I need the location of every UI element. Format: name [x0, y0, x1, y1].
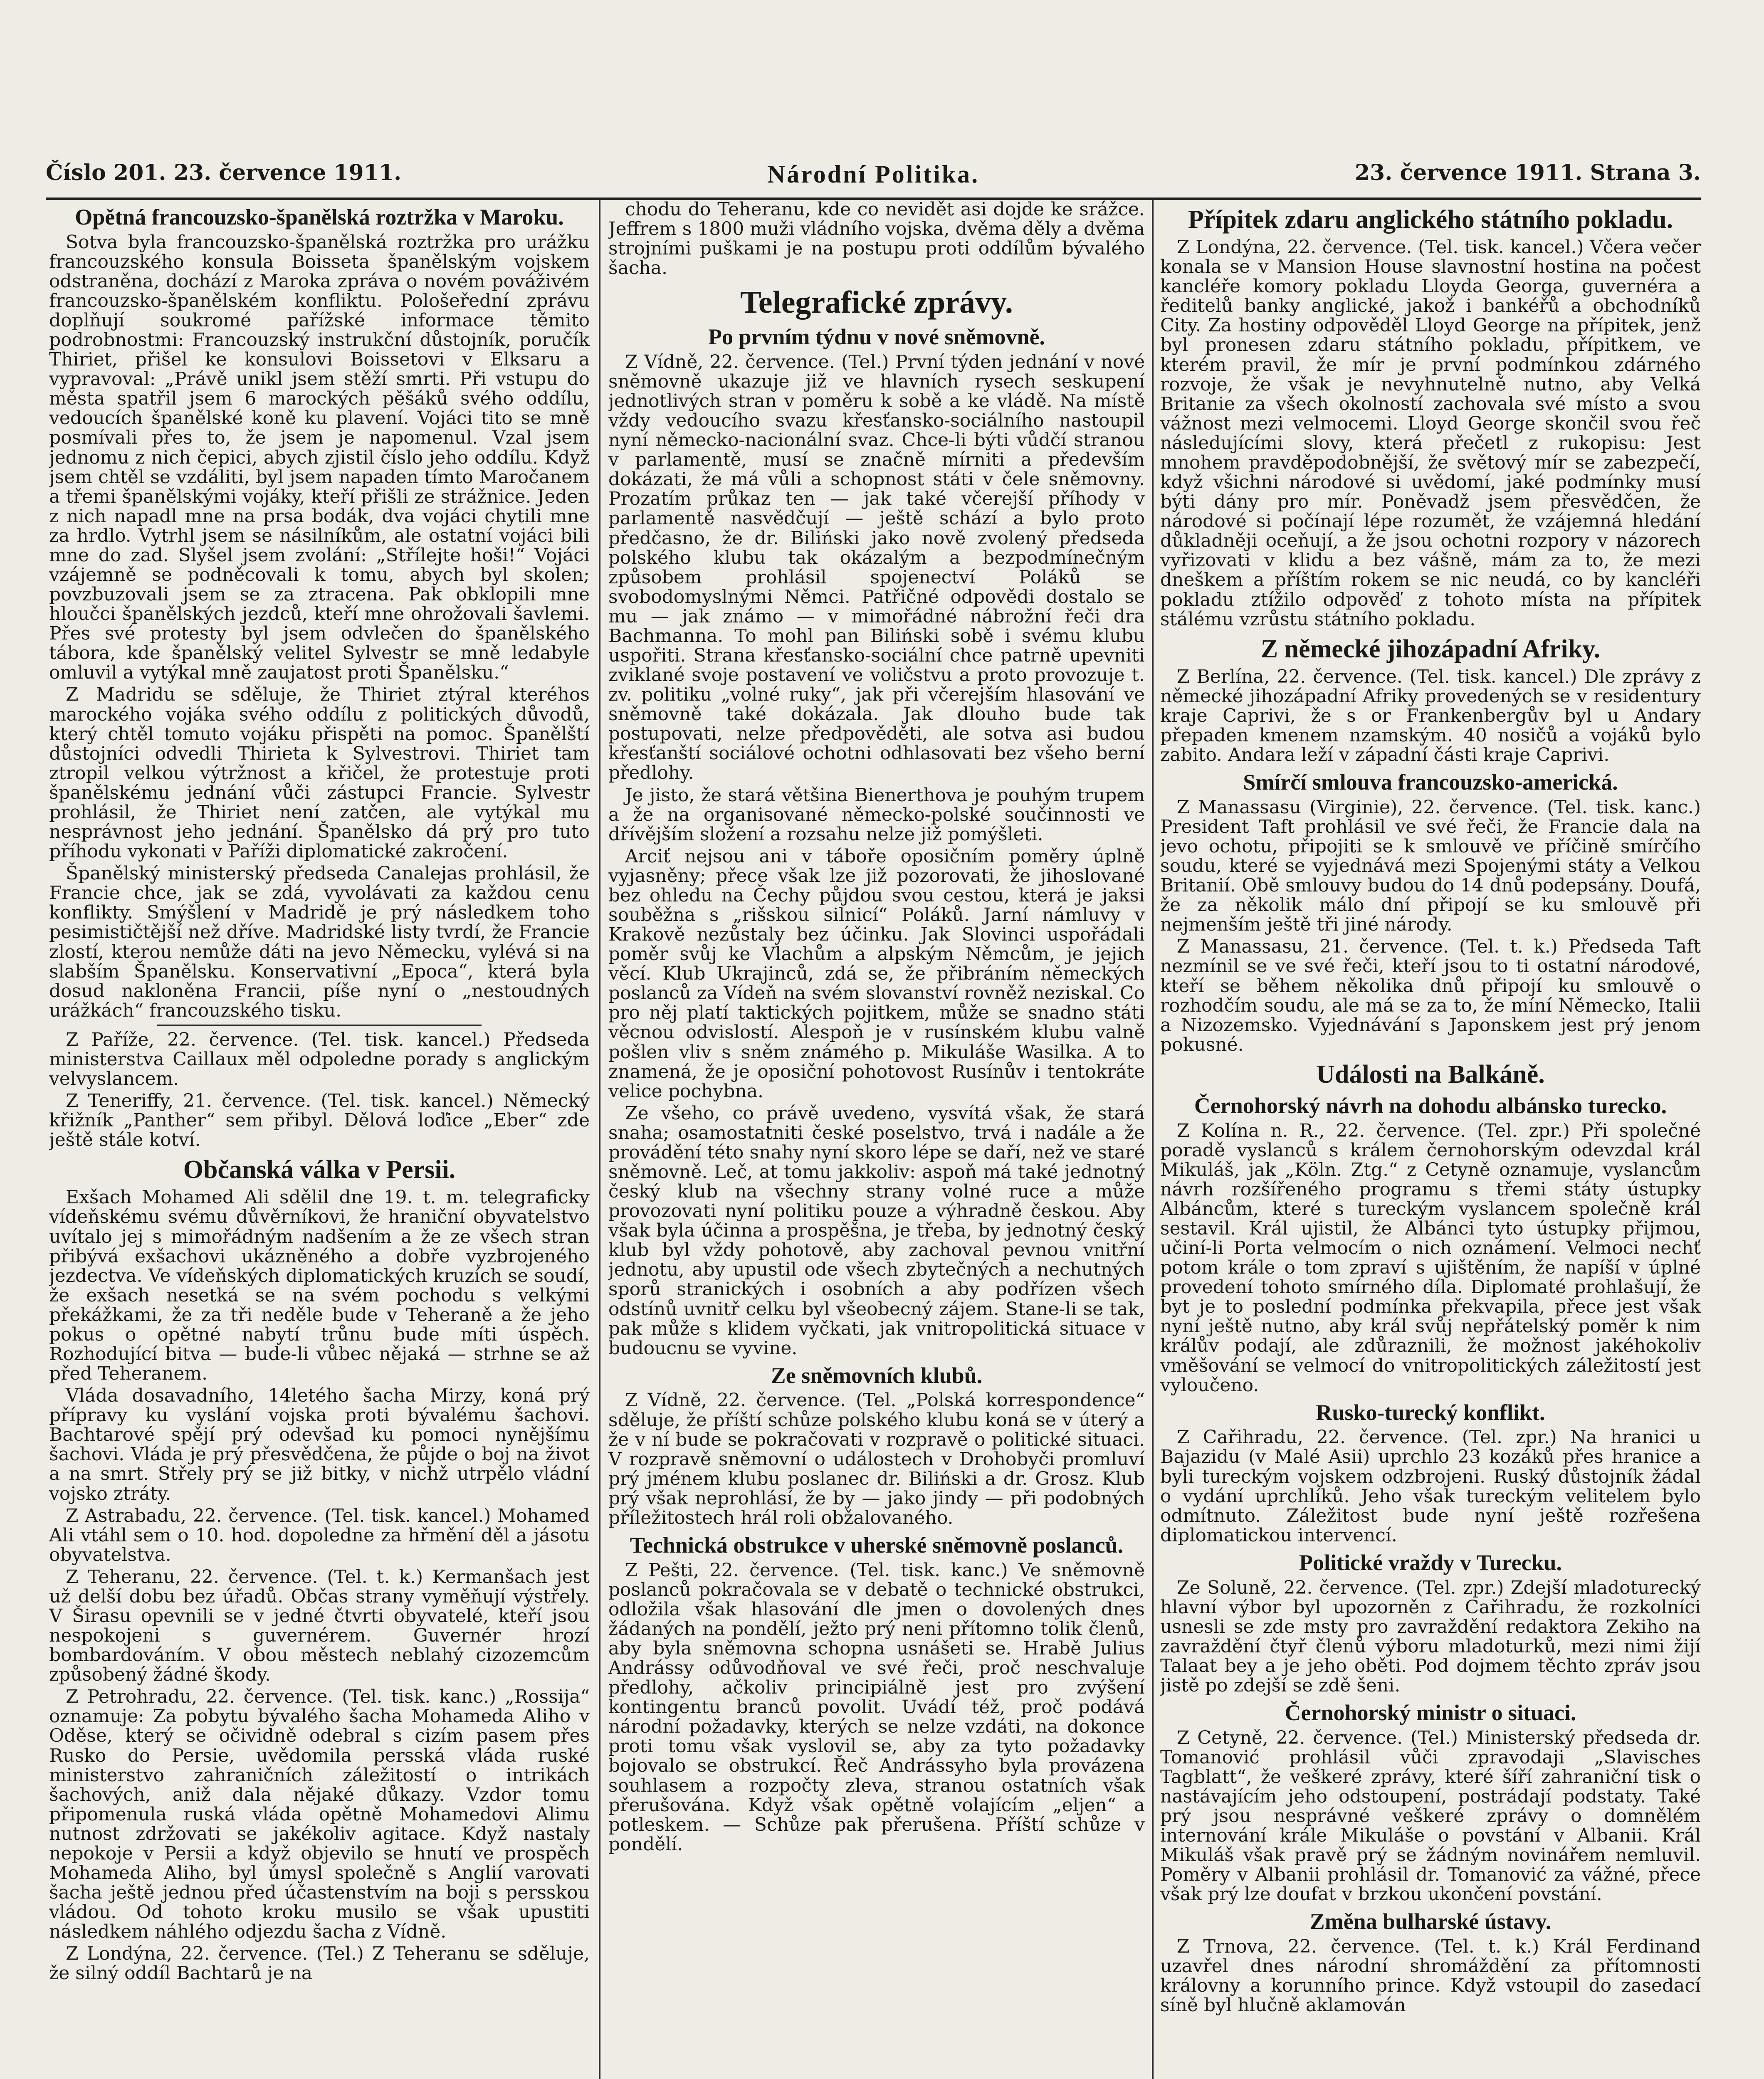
column-2 — [608, 200, 1145, 2079]
article-paragraph: Ze Soluně, 22. července. (Tel. zpr.) Zdejší mladoturecký hlavní výbor byl upozorněn z Cařihradu, že rozkolníci usnesli se zde msty pro zavraždění redaktora Zekiho na zavraždění čtyř členů výboru mladoturků, mezi nimi žijí Talaat bey a je jeho oběti. Pod dojmem těchto zpráv jsou jistě po zdejší se zdě šeni. — [1160, 1577, 1701, 1696]
date-page-number: 23. července 1911. Strana 3. — [1354, 160, 1701, 185]
divider — [157, 1025, 482, 1026]
article-headline: Občanská válka v Persii. — [183, 1156, 456, 1184]
article-paragraph: Z Manassasu (Virginie), 22. července. (Tel. tisk. kanc.) President Taft prohlásil ve své řeči, že Francie dala na jevo ochotu, připojiti se k smlouvě ve příčině smírčího soudu, které se vyjednává mezi Spojenými státy a Velkou Britanií. Obě smlouvy budou do 14 dnů podepsány. Doufá, že za několik málo dní připojí se ku smlouvě při nejmenším ještě tři jiné národy. — [1160, 796, 1701, 936]
issue-number: Číslo 201. 23. července 1911. — [46, 160, 402, 185]
article-paragraph: Z Teneriffy, 21. července. (Tel. tisk. kancel.) Německý křižník „Panther“ sem přibyl. Dělová loďice „Eber“ zde ještě stále kotví. — [49, 1090, 590, 1151]
article-headline: Politické vraždy v Turecku. — [1299, 1550, 1562, 1575]
article-paragraph: Z Paříže, 22. července. (Tel. tisk. kancel.) Předseda ministerstva Caillaux měl odpoledne porady s anglickým velvyslancem. — [49, 1029, 590, 1089]
article-paragraph: Španělský ministerský předseda Canalejas prohlásil, že Francie chce, jak se zdá, vyvolávati za každou cenu konflikty. Smýšlení v Madridě je prý následkem toho pesimističtější než dříve. Madridské listy tvrdí, že Francie zlostí, kterou nemůže dáti na jevo Německu, vylévá si na slabším Španělsku. Konservativní „Epoca“, která byla dosud nakloněna Francii, píše nyní o „nestoudných urážkách“ francouzského tisku. — [49, 863, 590, 1021]
article-paragraph: Vláda dosavadního, 14letého šacha Mirzy, koná prý přípravy ku vyslání vojska proti bývalému šachovi. Bachtarové spějí prý odevšad ku pomoci nynějšímu šachovi. Vláda je prý přesvědčena, že půjde o boj na život a na smrt. Střely prý se již bitky, v nichž utrpělo vládní vojsko ztráty. — [49, 1385, 590, 1504]
article-paragraph: Z Trnova, 22. července. (Tel. t. k.) Král Ferdinand uzavřel dnes národní shromáždění za přítomnosti královny a korunního prince. Když vstoupil do zasedací síně byl hlučně aklamován — [1160, 1936, 1701, 2016]
article-headline: Přípitek zdaru anglického státního pokladu. — [1188, 205, 1673, 234]
article-paragraph: Sotva byla francouzsko-španělská roztržka pro urážku francouzského konsula Boisseta španělským vojskem odstraněna, dochází z Maroka zpráva o novém pováživém francouzsko-španělském konfliktu. Pološeřední zprávu doplňují soukromé pařížské informace těmito podrobnostmi: Francouzský instrukční důstojník, poručík Thiriet, přišel ke konsulovi Boissetovi v Elksaru a vypravoval: „Právě unikl jsem stěží smrti. Při vstupu do města spatřil jsem 6 marockých pěšáků svého oddílu, vedoucích španělské koně ku plavení. Vojáci tito se mně posmívali přes to, že jsem je napomenul. Vzal jsem jednomu z nich čepici, abych zjistil číslo jeho oddílu. Když jsem chtěl se vzdáliti, byl jsem napaden tímto Maročanem a třemi španělskými vojáky, kteří přišli ze strážnice. Jeden z nich napadl mne na prsa bodák, dva vojáci chytili mne za hrdlo. Vytrhl jsem se násilníkům, ale ostatní vojáci bili mne do zad. Slyšel jsem zvolání: „Střílejte hoši!“ Vojáci vzájemně se podněcovali k tomu, abych byl skolen; povzbuzovali jsem se za ztracena. Pak obklopili mne hloučci španělských jezdců, kteří mne ohrožovali šavlemi. Přes své protesty byl jsem odvlečen do španělského tábora, kde španělský velitel Sylvestr se mně ledabyle omluvil a vytýkal mně zaujatost proti Španělsku.“ — [49, 231, 590, 684]
column-1 — [49, 200, 590, 2079]
article-headline: Černohorský ministr o situaci. — [1285, 1700, 1576, 1726]
article-headline: Ze sněmovních klubů. — [771, 1363, 983, 1388]
newspaper-title: Národní Politika. — [767, 160, 980, 188]
article-paragraph: chodu do Teheranu, kde co nevidět asi dojde ke srážce. Jeffrem s 1800 muži vládního vojska, dvěma děly a dvěma strojními puškami je na postupu proti oddílům bývalého šacha. — [608, 200, 1145, 279]
section-headline: Události na Balkáně. — [1316, 1060, 1545, 1089]
article-paragraph: Je jisto, že stará většina Bienerthova je pouhým trupem a že na organisované německo-polské součinnosti ve dřívějším složení a rozsahu nelze již pomýšleti. — [608, 784, 1145, 845]
section-headline: Telegrafické zprávy. — [740, 285, 1013, 320]
article-paragraph: Z Manassasu, 21. července. (Tel. t. k.) Předseda Taft nezmínil se ve své řeči, kteří jsou to ti ostatní národové, kteří se během několika dnů připojí ku smlouvě o rozhodčím soudu, ale má se za to, že míní Německo, Italii a Nizozemsko. Vyjednávání s Japonskem jest prý jenom pokusné. — [1160, 936, 1701, 1055]
column-3 — [1160, 200, 1701, 2079]
article-headline: Technická obstrukce v uherské sněmovně poslanců. — [630, 1533, 1124, 1558]
article-paragraph: Z Madridu se sděluje, že Thiriet ztýral kteréhos marockého vojáka svého oddílu z politických důvodů, který chtěl tomuto vojáku přispěti na pomoc. Španělští důstojníci odvedli Thirieta k Sylvestrovi. Thiriet tam ztropil velkou výtržnost a křičel, že protestuje proti španělskému jednání vůči zástupci Francie. Sylvestr prohlásil, že Thiriet není zatčen, ale vytýkal mu nesprávnost jeho jednání. Španělsko dá prý pro tuto příhodu vykonati v Paříži diplomatické zakročení. — [49, 684, 590, 862]
article-headline: Černohorský návrh na dohodu albánsko turecko. — [1194, 1093, 1667, 1118]
article-headline: Smírčí smlouva francouzsko-americká. — [1243, 770, 1618, 795]
article-headline: Rusko-turecký konflikt. — [1316, 1400, 1545, 1425]
column-rule — [599, 200, 600, 2079]
article-paragraph: Arciť nejsou ani v táboře oposičním poměry úplně vyjasněny; přece však lze již pozorovati, že jihoslované bez ohledu na Čechy půjdou svou cestou, která je jaksi souběžna s „rišskou silnicí“ Poláků. Jarní námluvy v Krakově nezůstaly bez účinku. Jak Slovinci uspořádali poměr svůj ke Vlachům a alpským Němcům, je jejich věcí. Klub Ukrajinců, zdá se, že přibráním německých poslanců za Vídeň na svém slovanství rovněž neziskal. Co pro něj platí taktických pojitkem, může se snadno státi věcnou odvislostí. Alespoň je v rusínském klubu valně pošlen vliv s sněm známého p. Mikuláše Wasilka. A to znamená, že je oposiční pohotovost Rusínův i tentokráte velice pochybna. — [608, 845, 1145, 1102]
article-paragraph: Z Kolína n. R., 22. července. (Tel. zpr.) Při společné poradě vyslanců s králem černohorským odevzdal král Mikuláš, jak „Köln. Ztg.“ z Cetyně oznamuje, vyslancům návrh rozšířeného programu s třemi státy ústupky Albáncům, které s tureckým vyslancem společně král sestavil. Král ujistil, že Albánci tyto ústupky přijmou, učiní-li Porta velmocím o nich oznámení. Velmoci nechť potom krále o tom zpraví s ujištěním, že napíší v úplné provedení tohoto smírného díla. Diplomaté prohlašují, že byt je to poslední podmínka překvapila, přece jest však nyní ještě nutno, aby král svůj nepřátelský poměr k nim králův podají, ale zdůraznili, že možnost jakéhokoliv vměšování se velmocí do vnitropolitických záležitostí jest vyloučeno. — [1160, 1120, 1701, 1396]
article-paragraph: Z Cařihradu, 22. července. (Tel. zpr.) Na hranici u Bajazidu (v Malé Asii) uprchlo 23 kozáků přes hranice a byli tureckým vojskem odzbrojeni. Ruský důstojník žádal o vydání uprchlíků. Jeho však tureckým velitelem bylo odmítnuto. Záležitost bude nyní ještě rozřešena diplomatickou intervencí. — [1160, 1427, 1701, 1546]
article-paragraph: Z Vídně, 22. července. (Tel.) První týden jednání v nové sněmovně ukazuje již ve hlavních rysech seskupení jednotlivých stran v poměru k sobě a ke vládě. Na místě vždy vedoucího svazu křesťansko-sociálního nastoupil nyní německo-nacionální svaz. Chce-li býti vůdčí stranou v parlamentě, musí se značně mírniti a především dokázati, že má vůli a schopnost státi v čele sněmovny. Prozatím průkaz ten — jak také včerejší příhody v parlamentě nasvědčují — ještě schází a bylo proto předčasno, že dr. Biliński jako nově zvolený předseda polského klubu tak okázalým a bezpodmínečným způsobem prohlásil spojenectví Poláků se svobodomyslnými Němci. Patřičné odpovědi dostalo se mu — jak známo — v mimořádné nábrožní řeči dra Bachmanna. To mohl pan Biliński sobě i svému klubu uspořiti. Strana křesťansko-sociální chce patrně upevniti zviklané svoje postavení ve voličstvu a proto provozuje t. zv. politiku „volné ruky“, jak při včerejším hlasování ve sněmovně také dokázala. Jak dlouho bude tak postupovati, nelze předpověděti, ale sotva asi budou křesťanští sociálové ochotni odhlasovati bez všeho berní předlohy. — [608, 351, 1145, 784]
article-paragraph: Z Astrabadu, 22. července. (Tel. tisk. kancel.) Mohamed Ali vtáhl sem o 10. hod. dopoledne za hřmění děl a jásotu obyvatelstva. — [49, 1505, 590, 1565]
masthead — [46, 160, 1701, 200]
article-paragraph: Z Cetyně, 22. července. (Tel.) Ministerský předseda dr. Tomanović prohlásil vůči zpravodaji „Slavisches Tagblatt“, že veškeré zprávy, které šíří zahraniční tisk o nastávajícím jeho odstoupení, postrádají podstaty. Také prý jsou nesprávné veškeré zprávy o domnělém internování krále Mikuláše o povstání v Albanii. Král Mikuláš však pravě prý se žádným novinářem nemluvil. Poměry v Albanii prohlásil dr. Tomanović za vážné, přece však prý lze doufat v brzkou ukončení povstání. — [1160, 1727, 1701, 1905]
article-paragraph: Z Vídně, 22. července. (Tel. „Polská korrespondence“ sděluje, že příští schůze polského klubu koná se v úterý a že v ní bude se pokračovati v rozpravě o politické situaci. V rozpravě sněmovní o událostech v Drohobyči promluví prý jménem klubu poslanec dr. Biliński a dr. Grosz. Klub prý však neprohlásí, že by — jako jindy — při podobných příležitostech hrál roli obžalovaného. — [608, 1390, 1145, 1528]
article-paragraph: Z Londýna, 22. července. (Tel.) Z Teheranu se sděluje, že silný oddíl Bachtarů je na — [49, 1943, 590, 1984]
article-paragraph: Z Pešti, 22. července. (Tel. tisk. kanc.) Ve sněmovně poslanců pokračovala se v debatě o technické obstrukci, odložila však hlasování dle jmen o dovolených dnes žádaných na pondělí, ježto prý neni přítomno tolik členů, aby byla sněmovna schopna usnášeti se. Hrabě Julius Andrássy odůvodňoval ve své řeči, proč neschvaluje předlohy, ačkoliv principiálně jest pro zvýšení kontingentu branců povolit. Uvádí též, proč podává národní požadavky, kterých se nelze vzdáti, na dokonce proti tomu však vyslovil se, aby za tyto požadavky bojovalo se obstrukcí. Řeč Andrássyho byla provázena souhlasem a rozpočty zleva, stranou ostatních však přerušována. Když však opětně volajícím „eljen“ a potleskem. — Schůze pak přerušena. Příští schůze v pondělí. — [608, 1559, 1145, 1855]
article-paragraph: Z Londýna, 22. července. (Tel. tisk. kancel.) Včera večer konala se v Mansion House slavnostní hostina na počest kancléře komory pokladu Lloyda Georga, guvernéra a ředitelů banky anglické, jakož i bankéřů a obchodníků City. Za hostiny odpověděl Lloyd George na přípitek, jenž byl pronesen zdaru státního pokladu, přípitkem, ve kterém pravil, že mír je první podmínkou zdárného rozvoje, že však je nevyhnutelně nutno, aby Velká Britanie za všech okolností zachovala své místo a svou vážnost mezi velmocemi. Lloyd George skončil svou řeč následujícími slovy, která přečetl z rukopisu: Jest mnohem pravděpodobnější, že světový mír se zabezpečí, když všichni národové si uvědomí, jaké podmínky musí býti dány pro mír. Poněvadž jsem přesvědčen, že národové si počínají lépe rozumět, že vzájemná hledání důkladněji oceňují, a že jsou ochotni rozpory v názorech vyřizovati v klidu a bez vášně, mám za to, že mezi dneškem a příštím rokem se nic neudá, co by kancléři pokladu ztížilo odpověď z tohoto místa na přípitek stálému vzrůstu státního pokladu. — [1160, 237, 1701, 630]
article-paragraph: Z Berlína, 22. července. (Tel. tisk. kancel.) Dle zprávy z německé jihozápadní Afriky provedených se v residentury kraje Caprivi, že s or Frankenbergův byl u Andary přepaden kmenem nzamským. 40 nosičů a vojáků bylo zabito. Andara leží v západní části kraje Caprivi. — [1160, 666, 1701, 766]
column-rule — [1152, 200, 1154, 2079]
article-paragraph: Z Petrohradu, 22. července. (Tel. tisk. kanc.) „Rossija“ oznamuje: Za pobytu bývalého šacha Mohameda Aliho v Oděse, který se očividně odebral s cizím pasem přes Rusko do Persie, uvědomila persská vláda ruské ministerstvo zahraničních záležitostí o intrikách šachových, aniž dala nějaké důkazy. Vzdor tomu připomenula ruská vláda opětně Mohamedovi Alimu nutnost zdržovati se jakékoliv agitace. Když nastaly nepokoje v Persii a když objevilo se hnutí ve prospěch Mohameda Aliho, byl úmysl společně s Anglií varovati šacha ještě jednou před účastenstvím na boji s persskou vládou. Od tohoto kroku musilo se však upustiti následkem náhlého odjezdu šacha z Vídně. — [49, 1686, 590, 1943]
article-headline: Opětná francouzsko-španělská roztržka v Maroku. — [75, 205, 564, 230]
article-paragraph: Z Teheranu, 22. července. (Tel. t. k.) Kermanšach jest už delší dobu bez úřadů. Občas strany vyměňují výstřely. V Širasu opevnili se v jedné čtvrti obyvatelé, kteří jsou nespokojeni s guvernérem. Guvernér hrozí bombardováním. V obou městech neblahý cizozemcům způsobený žádné škody. — [49, 1566, 590, 1686]
article-paragraph: Ze všeho, co právě uvedeno, vysvítá však, že stará snaha; osamostatniti české poselstvo, trvá i nadále a že provádění této snahy nyní skoro lépe se daří, než ve staré sněmovně. Leč, at tomu jakkoliv: aspoň má také jednotný český klub na všechny strany volné ruce a může provozovati nyní politiku pouze a výhradně českou. Aby však byla účinna a prospěšna, je třeba, by jednotný český klub byl vždy pohotově, aby zachoval pevnou vnitřní jednotu, aby upustil ode všech zbytečných a nechutných sporů stranických i osobních a aby podřízen všech odstínů uvnitř celku byl všeobecný zájem. Stane-li se tak, pak může s klidem vyčkati, jak vnitropolitická situace v budoucnu se vyvine. — [608, 1102, 1145, 1359]
article-headline: Po prvním týdnu v nové sněmovně. — [708, 324, 1045, 350]
article-headline: Změna bulharské ústavy. — [1309, 1909, 1552, 1934]
article-paragraph: Exšach Mohamed Ali sdělil dne 19. t. m. telegraficky vídeňskému svému důvěrníkovi, že hraniční obyvatelstvo uvítalo jej s mimořádným nadšením a že ze všech stran přibývá exšachovi ukázněného a dobře vyzbrojeného jezdectva. Ve vídeňských diplomatických kruzích se soudí, že exšach nesetká se na svém pochodu s velkými překážkami, že za tři neděle bude v Teheraně a že jeho pokus o opětné nabytí trůnu bude míti úspěch. Rozhodující bitva — bude-li vůbec nějaká — strhne se až před Teheranem. — [49, 1187, 590, 1385]
article-headline: Z německé jihozápadní Afriky. — [1260, 635, 1601, 663]
